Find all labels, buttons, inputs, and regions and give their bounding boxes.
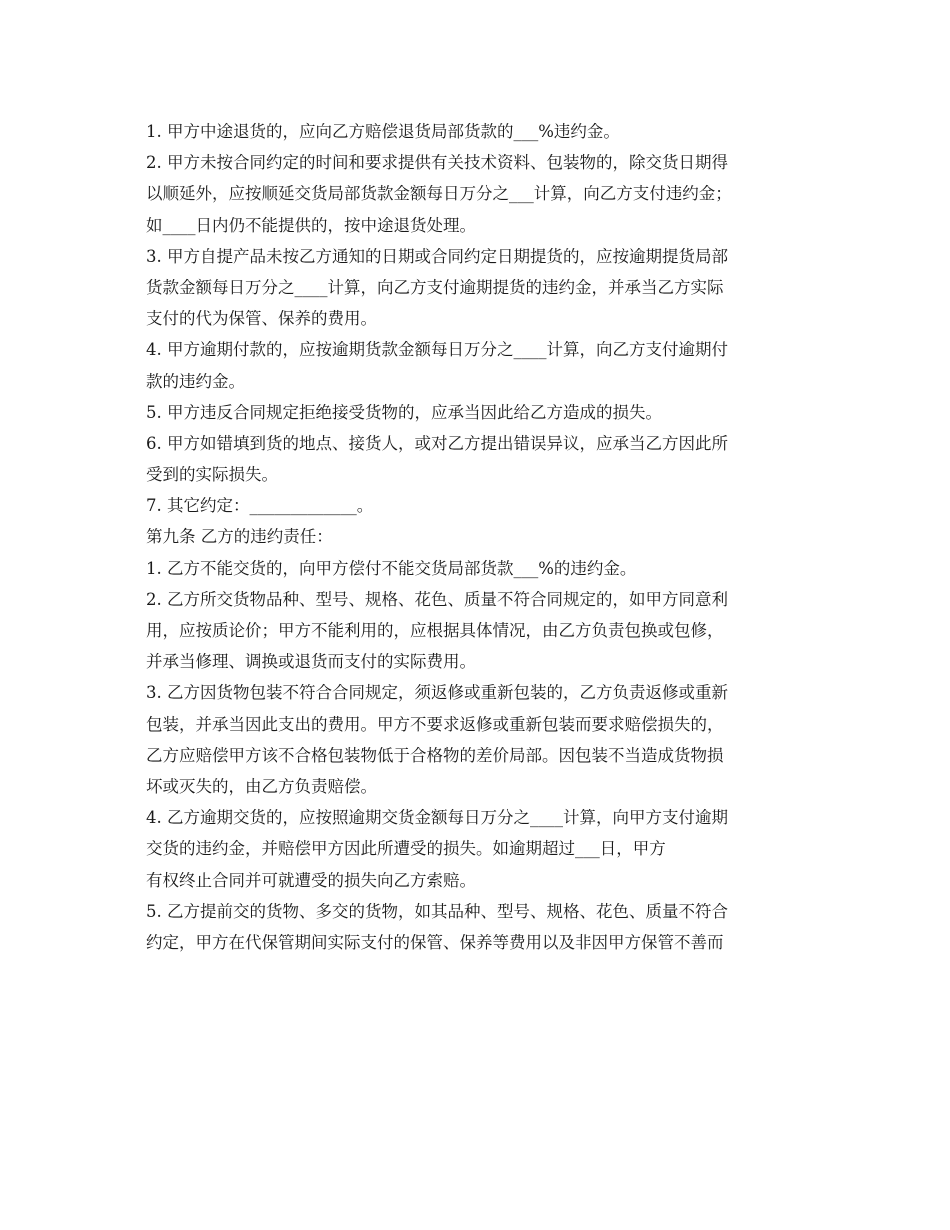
text-line-26: 5. 乙方提前交的货物、多交的货物，如其品种、型号、规格、花色、质量不符合 xyxy=(146,901,728,921)
text-line-11: 6. 甲方如错填到货的地点、接货人，或对乙方提出错误异议，应承当乙方因此所 xyxy=(146,433,728,453)
text-line-19: 3. 乙方因货物包装不符合合同规定，须返修或重新包装的，乙方负责返修或重新 xyxy=(146,683,728,703)
text-line-10: 5. 甲方违反合同规定拒绝接受货物的，应承当因此给乙方造成的损失。 xyxy=(146,402,662,422)
text-line-16: 2. 乙方所交货物品种、型号、规格、花色、质量不符合同规定的，如甲方同意利 xyxy=(146,589,728,609)
text-line-2: 2. 甲方未按合同约定的时间和要求提供有关技术资料、包装物的，除交货日期得 xyxy=(146,153,728,173)
text-line-12: 受到的实际损失。 xyxy=(146,465,278,485)
text-line-4: 如____日内仍不能提供的，按中途退货处理。 xyxy=(146,215,476,235)
text-line-13: 7. 其它约定：_____________。 xyxy=(146,496,374,516)
text-line-23: 4. 乙方逾期交货的，应按照逾期交货金额每日万分之____计算，向甲方支付逾期 xyxy=(146,808,728,828)
text-line-7: 支付的代为保管、保养的费用。 xyxy=(146,309,377,329)
text-line-22: 坏或灭失的，由乙方负责赔偿。 xyxy=(146,776,377,796)
text-line-21: 乙方应赔偿甲方该不合格包装物低于合格物的差价局部。因包装不当造成货物损 xyxy=(146,745,724,765)
text-line-9: 款的违约金。 xyxy=(146,371,245,391)
text-line-15: 1. 乙方不能交货的，向甲方偿付不能交货局部货款___%的违约金。 xyxy=(146,558,637,578)
contract-text xyxy=(146,116,816,958)
text-line-18: 并承当修理、调换或退货而支付的实际费用。 xyxy=(146,652,476,672)
text-line-5: 3. 甲方自提产品未按乙方通知的日期或合同约定日期提货的，应按逾期提货局部 xyxy=(146,246,728,266)
text-line-27: 约定，甲方在代保管期间实际支付的保管、保养等费用以及非因甲方保管不善而 xyxy=(146,932,724,952)
text-line-20: 包装，并承当因此支出的费用。甲方不要求返修或重新包装而要求赔偿损失的， xyxy=(146,714,724,734)
text-line-17: 用，应按质论价；甲方不能利用的，应根据具体情况，由乙方负责包换或包修， xyxy=(146,621,724,640)
section-heading: 第九条 乙方的违约责任： xyxy=(146,527,333,547)
text-line-3: 以顺延外，应按顺延交货局部货款金额每日万分之___计算，向乙方支付违约金； xyxy=(146,184,732,204)
text-line-1: 1. 甲方中途退货的，应向乙方赔偿退货局部货款的___%违约金。 xyxy=(146,122,620,141)
text-line-6: 货款金额每日万分之____计算，向乙方支付逾期提货的违约金，并承当乙方实际 xyxy=(146,277,724,297)
text-line-8: 4. 甲方逾期付款的，应按逾期货款金额每日万分之____计算，向乙方支付逾期付 xyxy=(146,340,728,360)
text-line-24: 交货的违约金，并赔偿甲方因此所遭受的损失。如逾期超过___日，甲方 xyxy=(146,839,666,859)
text-line-25: 有权终止合同并可就遭受的损失向乙方索赔。 xyxy=(146,870,476,890)
